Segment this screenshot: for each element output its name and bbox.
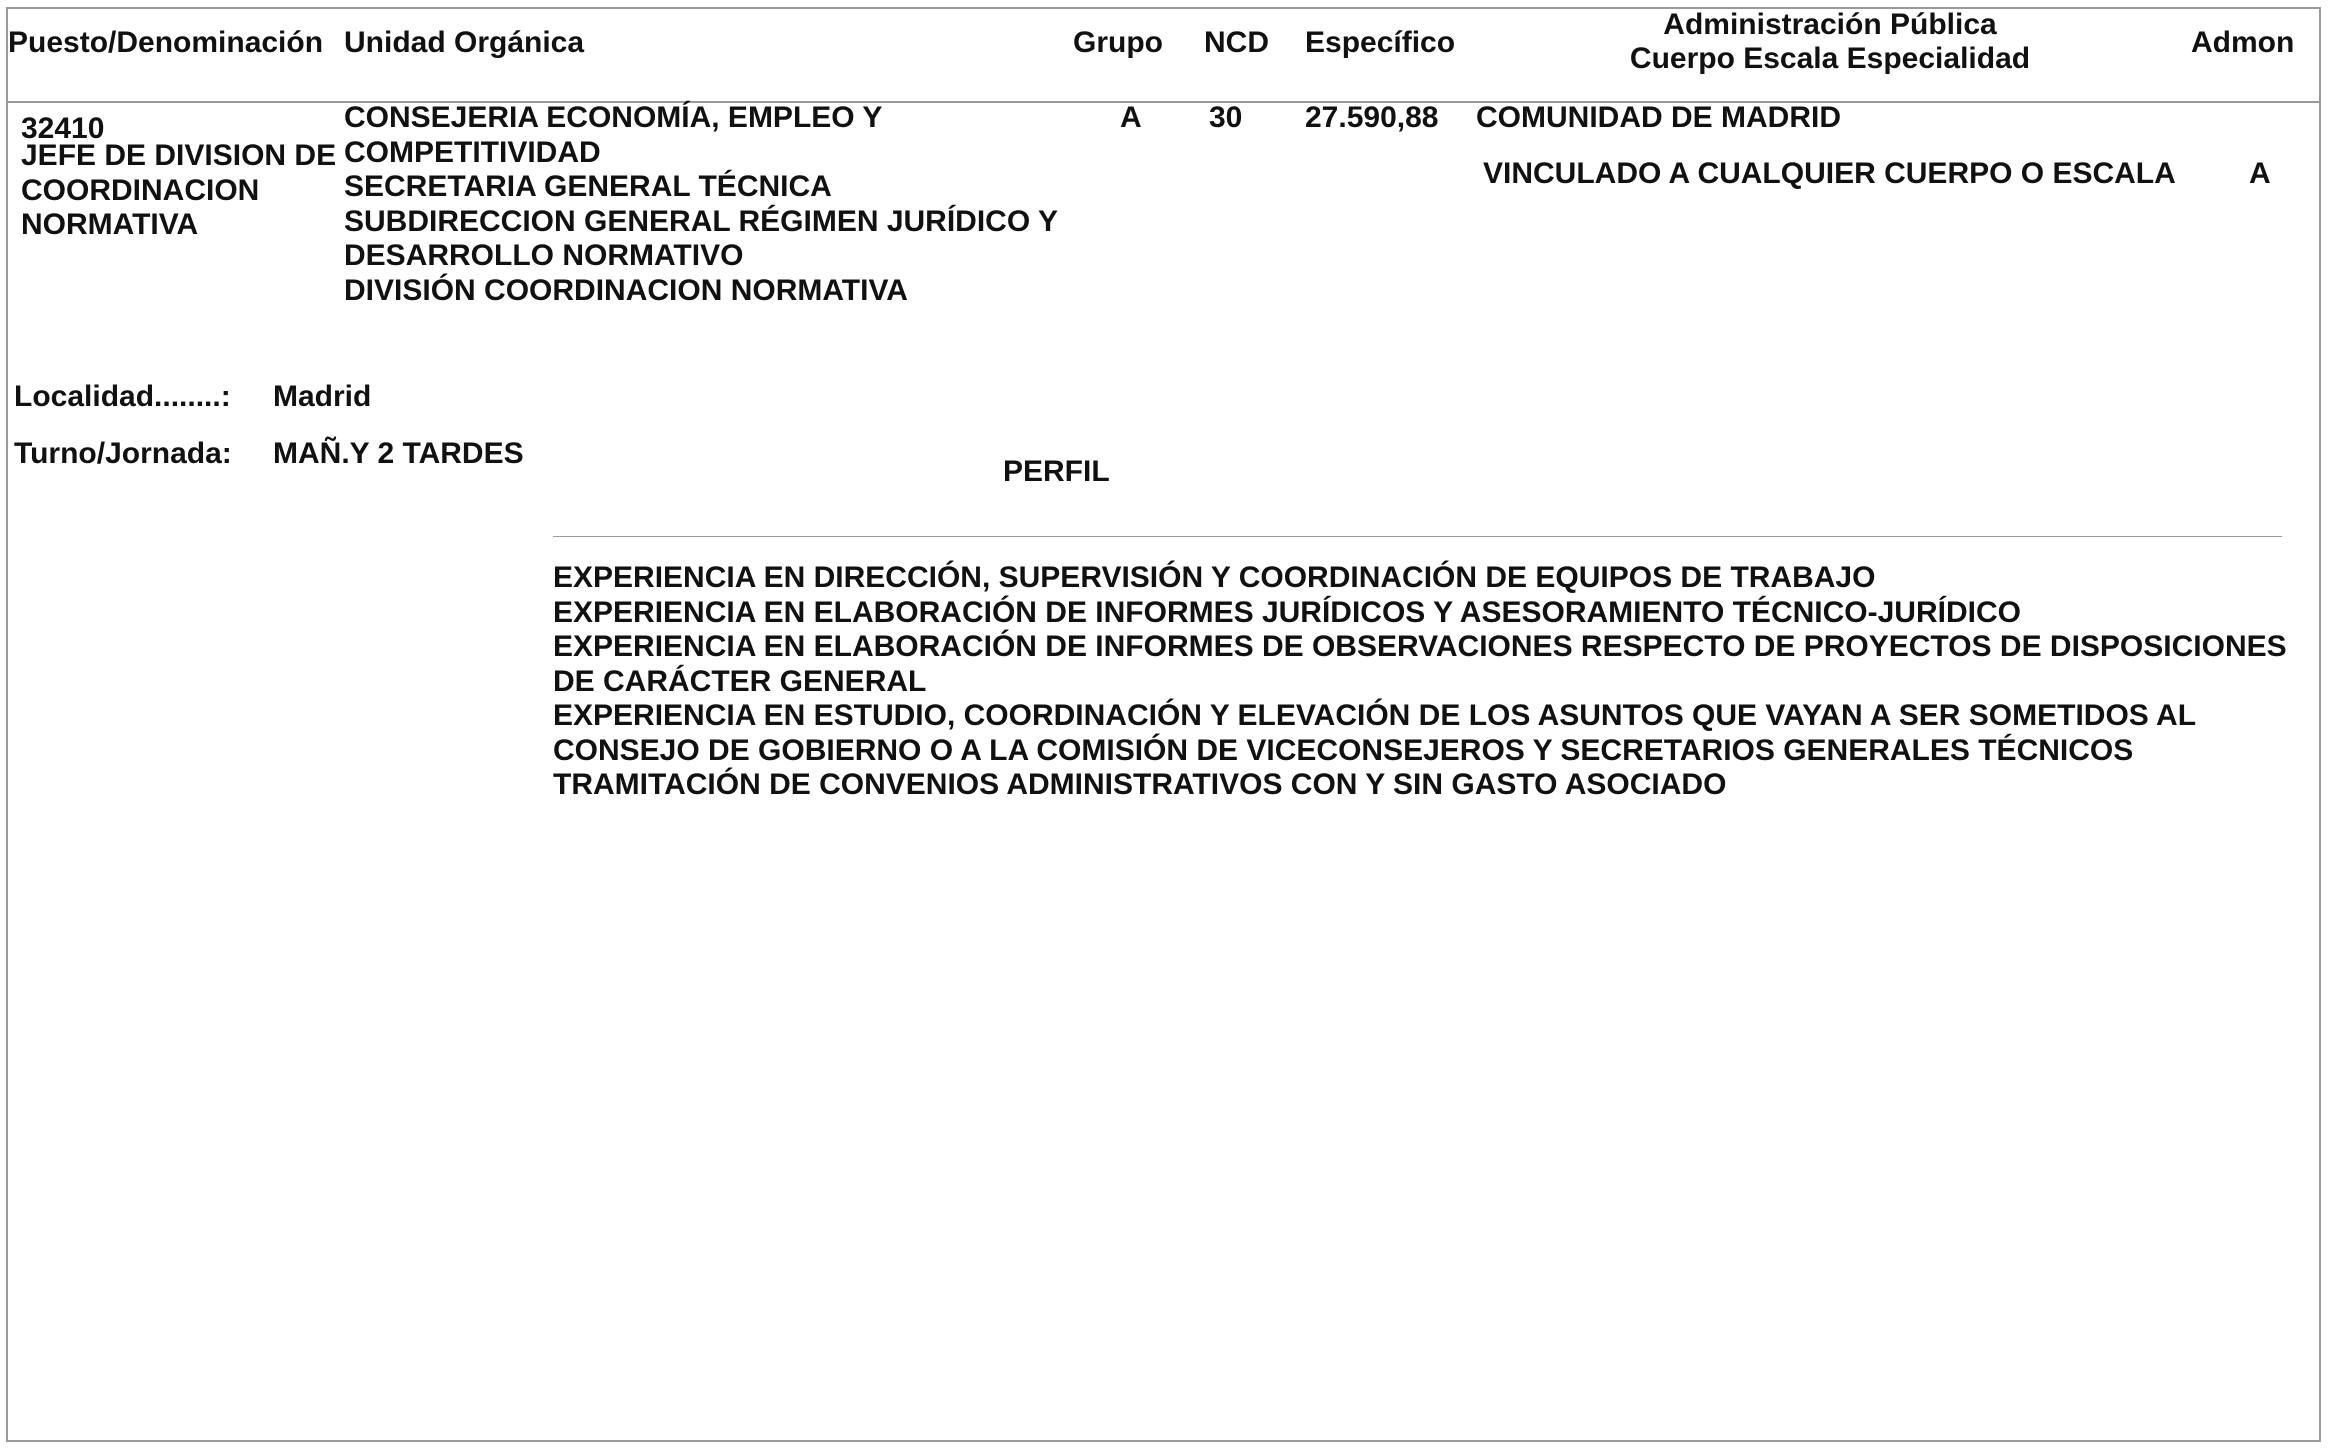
grupo-value: A [1120, 101, 1142, 134]
especifico-value: 27.590,88 [1305, 101, 1439, 134]
puesto-denominacion [21, 139, 336, 243]
header-grupo: Grupo [1073, 26, 1163, 59]
unidad-organica [344, 101, 1058, 308]
unidad-line: SUBDIRECCION GENERAL RÉGIMEN JURÍDICO Y [344, 204, 1058, 238]
unidad-line: COMPETITIVIDAD [344, 135, 601, 169]
perfil-line: EXPERIENCIA EN ELABORACIÓN DE INFORMES DE OBSERVACIONES RESPECTO DE PROYECTOS DE DISPOSICIONES [553, 630, 2287, 663]
perfil-line: EXPERIENCIA EN DIRECCIÓN, SUPERVISIÓN Y COORDINACIÓN DE EQUIPOS DE TRABAJO [553, 561, 1876, 594]
cuerpo-value: VINCULADO A CUALQUIER CUERPO O ESCALA [1483, 157, 2176, 190]
header-cuerpo-escala: Cuerpo Escala Especialidad [1629, 42, 2031, 75]
perfil-line: TRAMITACIÓN DE CONVENIOS ADMINISTRATIVOS CON Y SIN GASTO ASOCIADO [553, 768, 1727, 801]
unidad-line: CONSEJERIA ECONOMÍA, EMPLEO Y [344, 101, 883, 134]
perfil-title: PERFIL [1003, 455, 1110, 488]
localidad-label: Localidad........: [14, 380, 231, 413]
turno-value: MAÑ.Y 2 TARDES [273, 437, 524, 470]
administracion-value: COMUNIDAD DE MADRID [1476, 101, 1841, 134]
perfil-line: EXPERIENCIA EN ELABORACIÓN DE INFORMES JURÍDICOS Y ASESORAMIENTO TÉCNICO-JURÍDICO [553, 595, 2021, 629]
header-especifico: Específico [1305, 26, 1456, 59]
perfil-divider [553, 536, 2282, 537]
header-admon: Admon [2191, 26, 2295, 59]
ncd-value: 30 [1209, 101, 1243, 134]
denominacion-line: COORDINACION [21, 173, 260, 207]
perfil-lines [553, 561, 2287, 803]
puesto-codigo: 32410 [21, 112, 105, 145]
unidad-line: DIVISIÓN COORDINACION NORMATIVA [344, 273, 908, 307]
unidad-line: SECRETARIA GENERAL TÉCNICA [344, 170, 832, 203]
denominacion-line: NORMATIVA [21, 208, 199, 241]
perfil-line: CONSEJO DE GOBIERNO O A LA COMISIÓN DE VICECONSEJEROS Y SECRETARIOS GENERALES TÉCNICOS [553, 733, 2134, 767]
header-unidad: Unidad Orgánica [344, 26, 585, 59]
turno-label: Turno/Jornada: [14, 437, 232, 470]
header-administracion: Administración Pública [1663, 8, 1997, 41]
header-puesto: Puesto/Denominación [8, 26, 324, 59]
perfil-line: EXPERIENCIA EN ESTUDIO, COORDINACIÓN Y ELEVACIÓN DE LOS ASUNTOS QUE VAYAN A SER SOMETIDOS AL [553, 699, 2197, 732]
unidad-line: DESARROLLO NORMATIVO [344, 239, 744, 272]
admon-value: A [2249, 157, 2271, 190]
localidad-value: Madrid [273, 380, 372, 413]
perfil-line: DE CARÁCTER GENERAL [553, 664, 927, 698]
header-ncd: NCD [1204, 26, 1269, 59]
denominacion-line: JEFE DE DIVISION DE [21, 139, 337, 172]
